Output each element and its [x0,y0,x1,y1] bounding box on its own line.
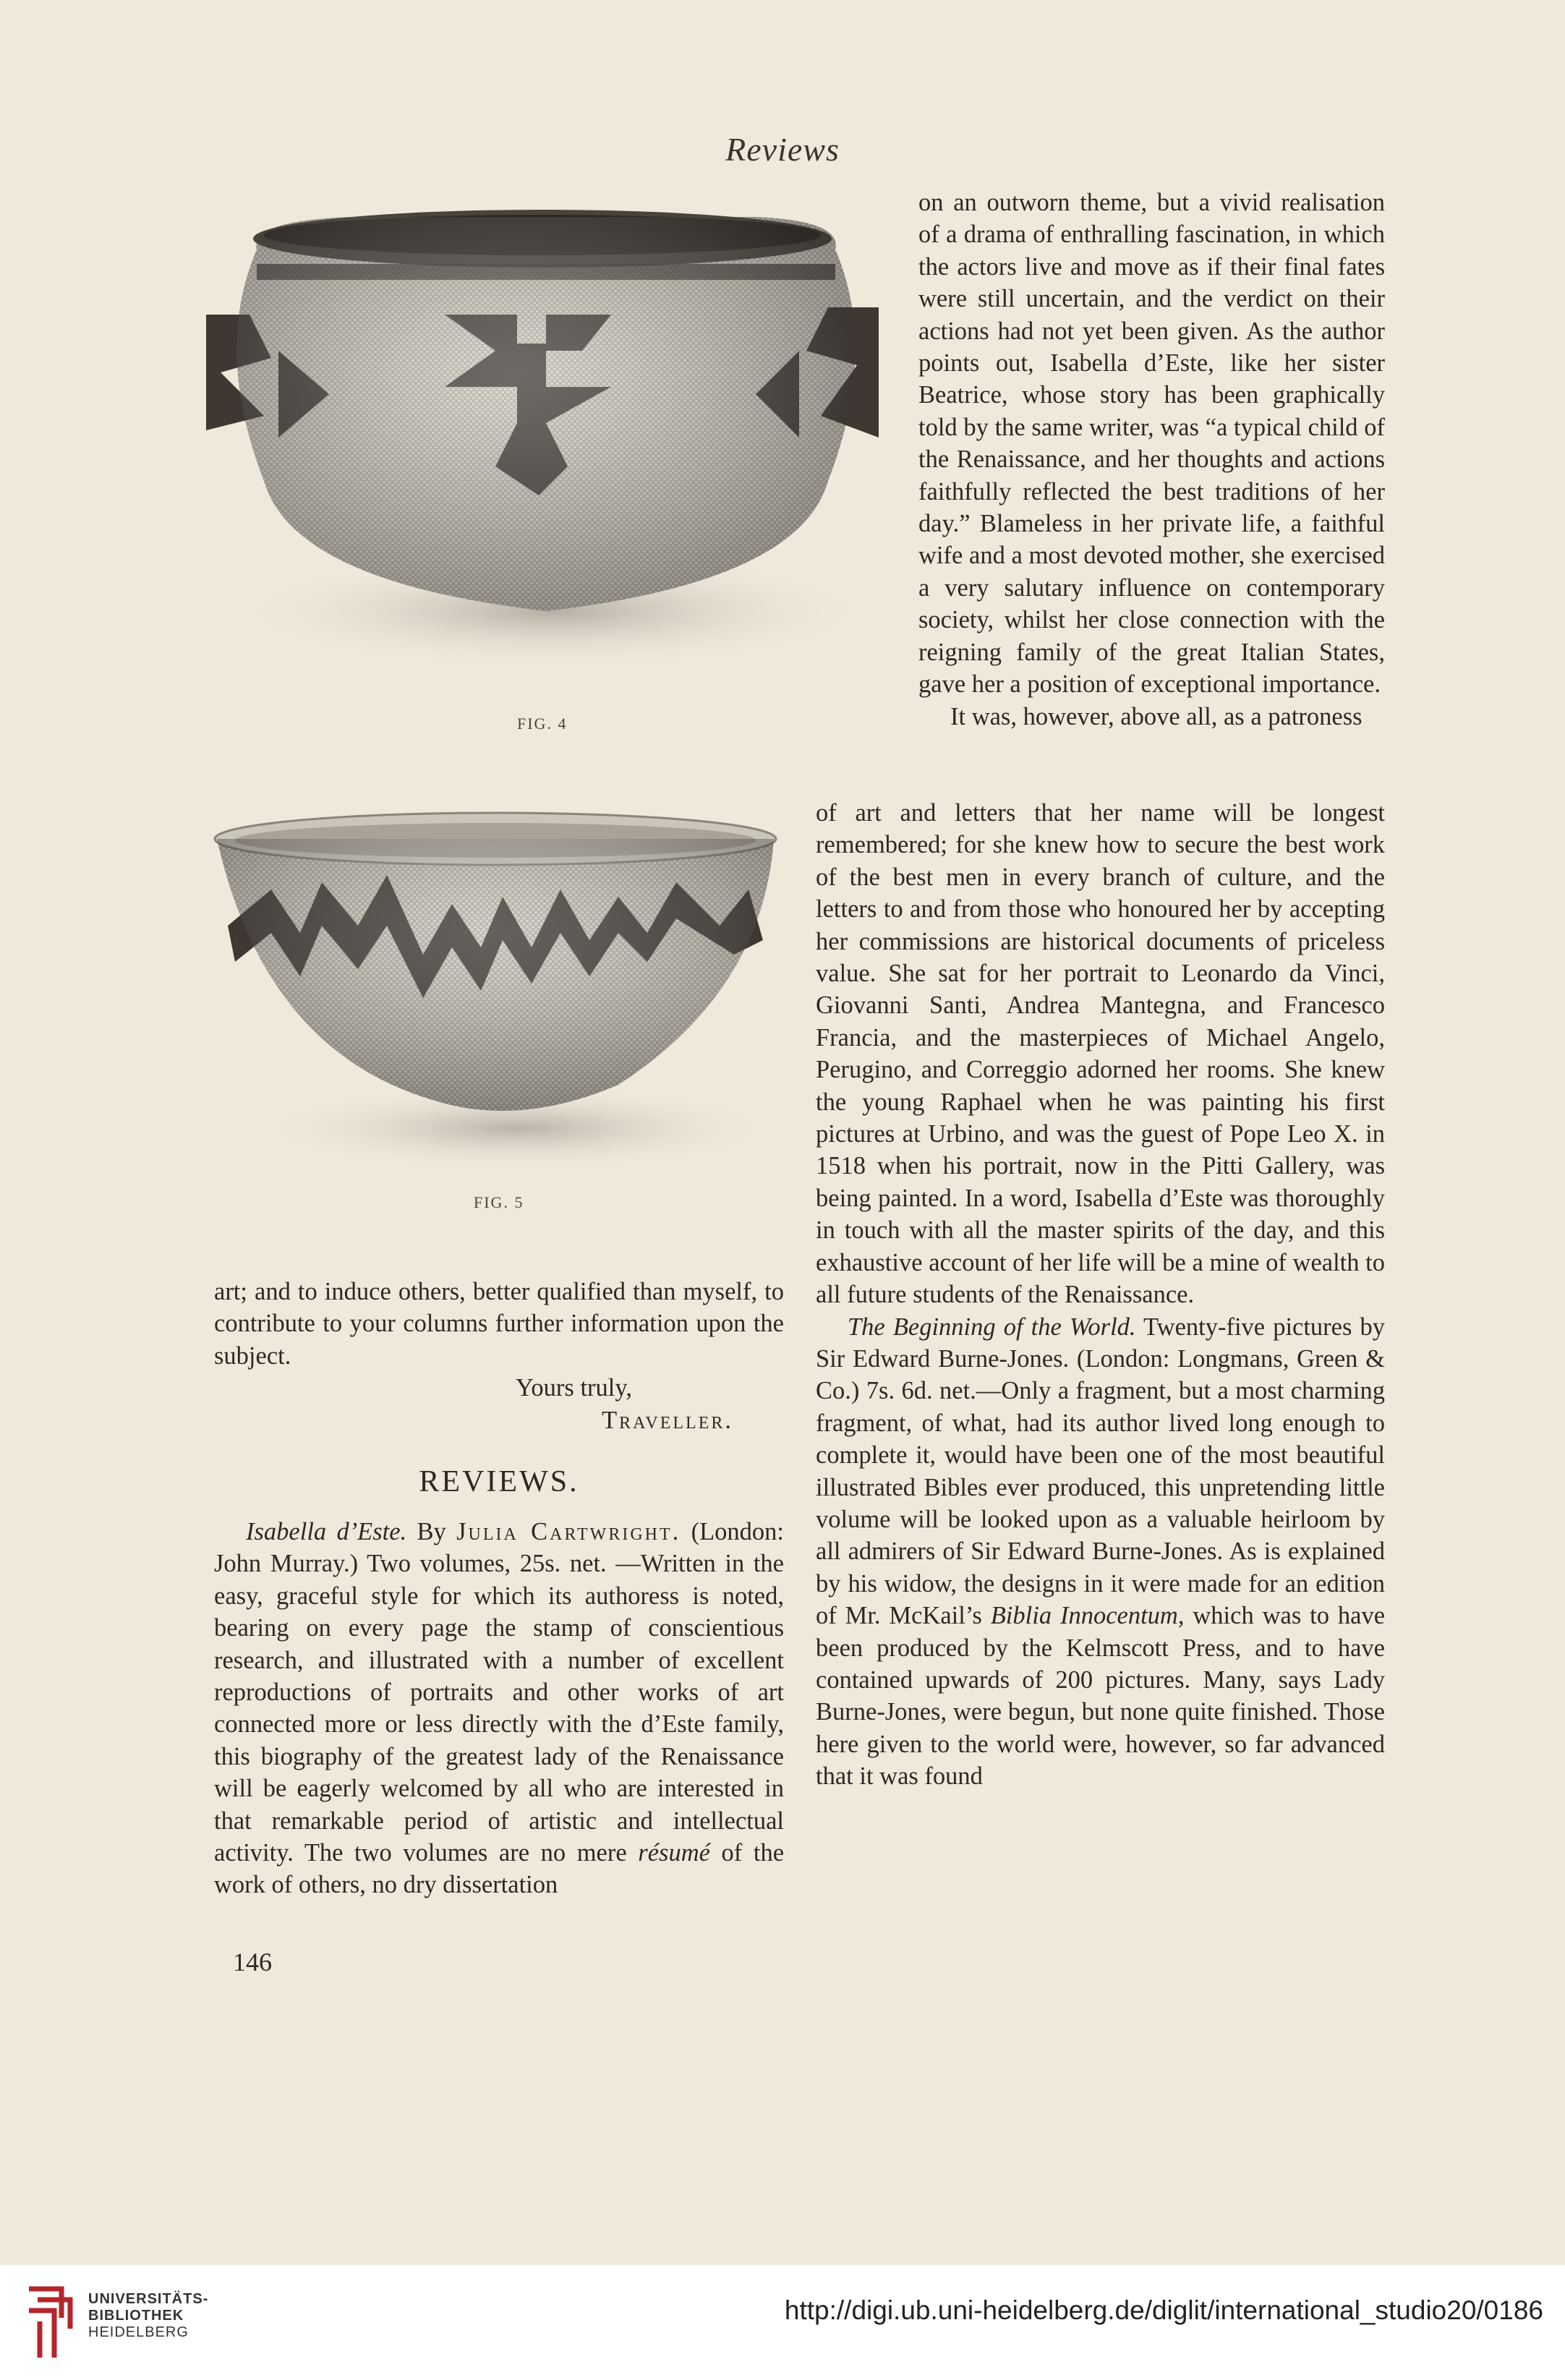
section-heading: REVIEWS. [419,1465,579,1498]
review-continuation [918,187,1385,733]
review-title: The Beginning of the World. [848,1313,1136,1341]
fig5-caption: FIG. 5 [474,1193,524,1211]
yours-truly: Yours truly, [515,1374,632,1402]
library-name: UNIVERSITÄTS- BIBLIOTHEK HEIDELBERG [88,2291,209,2340]
letter-ending [214,1276,784,1436]
review-title: Isabella d’Este. [246,1518,407,1545]
running-head: Reviews [725,131,840,168]
right-column [816,797,1385,1793]
review-burne-jones: The Beginning of the World. Twenty-five pictures by Sir Edward Burne-Jones. (London: Longmans, Green & Co.) 7s. 6d. net.—Only a fragment, but a most charming fragment, of what, had its author lived long enough to complete it, would have been one of the most beautiful illustrated Bibles ever produced, this unpretending little volume will be looked upon as a valuable heirloom by all admirers of Sir Edward Burne-Jones. As is explained by his widow, the designs in it were made for an edition of Mr. McKail’s Biblia Innocentum, which was to have been produced by the Kelmscott Press, and to have contained upwards of 200 pictures. Many, says Lady Burne-Jones, were begun, but none quite finished. Those here given to the world were, however, so far advanced that it was found [816,1313,1386,1791]
review-paragraph: on an outworn theme, but a vivid realisation of a drama of enthralling fascination, in which the actors live and move as if their final fates were still uncertain, and the verdict on their actions had not yet been given. As the author points out, Isabella d’Este, like her sister Beatrice, whose story has been graphically told by the same writer, was “a typical child of the Renaissance, and her thoughts and actions faithfully reflected the best traditions of her day.” Blameless in her private life, a faithful wife and a most devoted mother, she exercised a very salutary influence on contemporary society, whilst her close connection with the reigning family of the great Italian States, gave her a position of exceptional importance. [918,189,1385,699]
letter-text: art; and to induce others, better qualified than myself, to contribute to your columns further information upon the subject. [214,1278,784,1370]
italic-word: résumé [638,1839,710,1867]
signature: Traveller. [602,1406,733,1434]
review-isabella: Isabella d’Este. By Julia Cartwright. (London: John Murray.) Two volumes, 25s. net. —Written in the easy, graceful style for which its authoress is noted, bearing on every page the stamp of conscientious research, and illustrated with a number of excellent reproductions of portraits and other works of art connected more or less directly with the d’Este family, this biography of the greatest lady of the Renaissance will be eagerly welcomed by all who are interested in that remarkable period of artistic and intellectual activity. The two volumes are no mere résumé of the work of others, no dry dissertation [214,1518,785,1899]
review-paragraph: of art and letters that her name will be longest remembered; for she knew how to secure the best work of the best men in every branch of culture, and the letters to and from those who honoured her by accepting her commissions are historical documents of priceless value. She sat for her portrait to Leonardo da Vinci, Giovanni Santi, Andrea Mantegna, and Francesco Francia, and the masterpieces of Michael Angelo, Perugino, and Correggio adorned her rooms. She knew the young Raphael when he was painting his first pictures at Urbino, and was the guest of Pope Leo X. in 1518 when his portrait, now in the Pitti Gallery, was being painted. In a word, Isabella d’Este was thoroughly in touch with all the master spirits of the day, and this exhaustive account of her life will be a mine of wealth to all future students of the Renaissance. [816,799,1385,1309]
book-title: Biblia Innocentum, [990,1602,1185,1630]
review-author: Julia Cartwright. [456,1518,681,1545]
source-url-link[interactable]: http://digi.ub.uni-heidelberg.de/diglit/international_studio20/0186 [784,2295,1543,2325]
basket-photo-fig4 [206,206,879,669]
library-logo-icon [22,2278,80,2365]
fig4-caption: FIG. 4 [517,715,568,733]
basket-photo-fig5 [213,810,777,1172]
review-paragraph-start: It was, however, above all, as a patroness [950,702,1363,730]
digitization-footer [0,2265,1565,2380]
page-number: 146 [233,1948,272,1976]
